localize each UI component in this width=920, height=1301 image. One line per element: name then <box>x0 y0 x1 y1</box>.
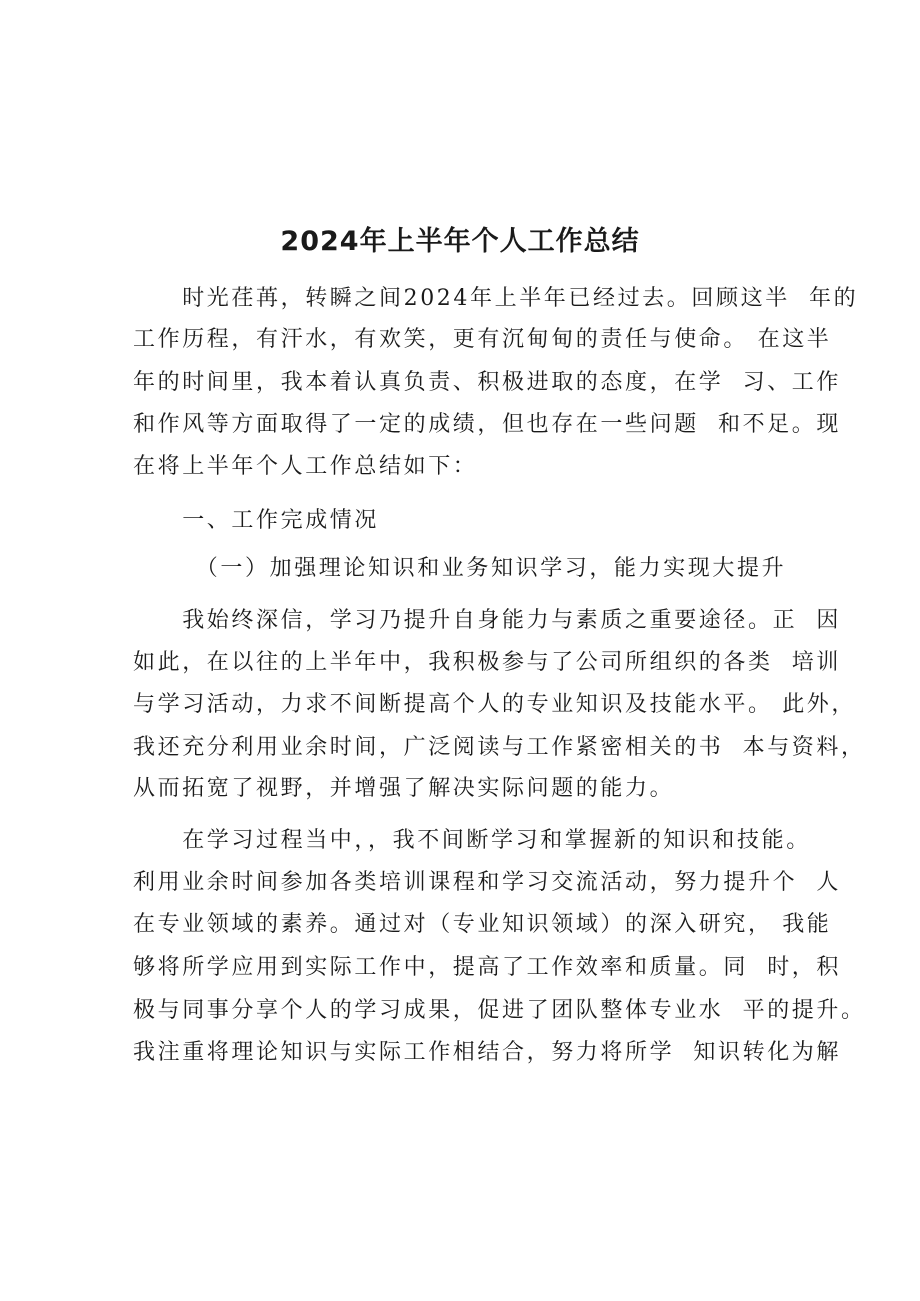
paragraph-line: 工作历程，有汗水，有欢笑，更有沉甸甸的责任与使命。 在这半 <box>133 327 832 352</box>
paragraph-line: 与学习活动，力求不间断提高个人的专业知识及技能水平。 此外， <box>133 692 856 717</box>
paragraph-line: 在学习过程当中，，我不间断学习和掌握新的知识和技能。 <box>133 828 811 853</box>
paragraph-line: 够将所学应用到实际工作中，提高了工作效率和质量。同 时，积 <box>133 955 841 980</box>
paragraph-line: 我还充分利用业余时间，广泛阅读与工作紧密相关的书 本与资料， <box>133 735 866 760</box>
paragraph-line: 年的时间里，我本着认真负责、积极进取的态度，在学 习、工作 <box>133 370 841 395</box>
paragraph-line: 如此，在以往的上半年中，我积极参与了公司所组织的各类 培训 <box>133 650 841 675</box>
paragraph-line: 我始终深信，学习乃提升自身能力与素质之重要途径。正 因 <box>133 608 841 633</box>
document-title: 2024年上半年个人工作总结 <box>280 226 640 257</box>
paragraph-line: 和作风等方面取得了一定的成绩，但也存在一些问题 和不足。现 <box>133 412 841 437</box>
paragraph-line: 时光荏苒，转瞬之间2024年上半年已经过去。回顾这半 年的 <box>133 286 859 311</box>
section-heading: 一、工作完成情况 <box>133 508 380 533</box>
paragraph-line: 在专业领域的素养。通过对（专业知识领域）的深入研究， 我能 <box>133 912 832 937</box>
paragraph-line: 从而拓宽了视野，并增强了解决实际问题的能力。 <box>133 776 675 801</box>
subsection-heading: （一）加强理论知识和业务知识学习，能力实现大提升 <box>133 556 787 581</box>
paragraph-line: 在将上半年个人工作总结如下： <box>133 454 478 479</box>
paragraph-line: 我注重将理论知识与实际工作相结合，努力将所学 知识转化为解 <box>133 1040 841 1065</box>
paragraph-line: 利用业余时间参加各类培训课程和学习交流活动，努力提升个 人 <box>133 870 841 895</box>
paragraph-line: 极与同事分享个人的学习成果，促进了团队整体专业水 平的提升。 <box>133 998 866 1023</box>
